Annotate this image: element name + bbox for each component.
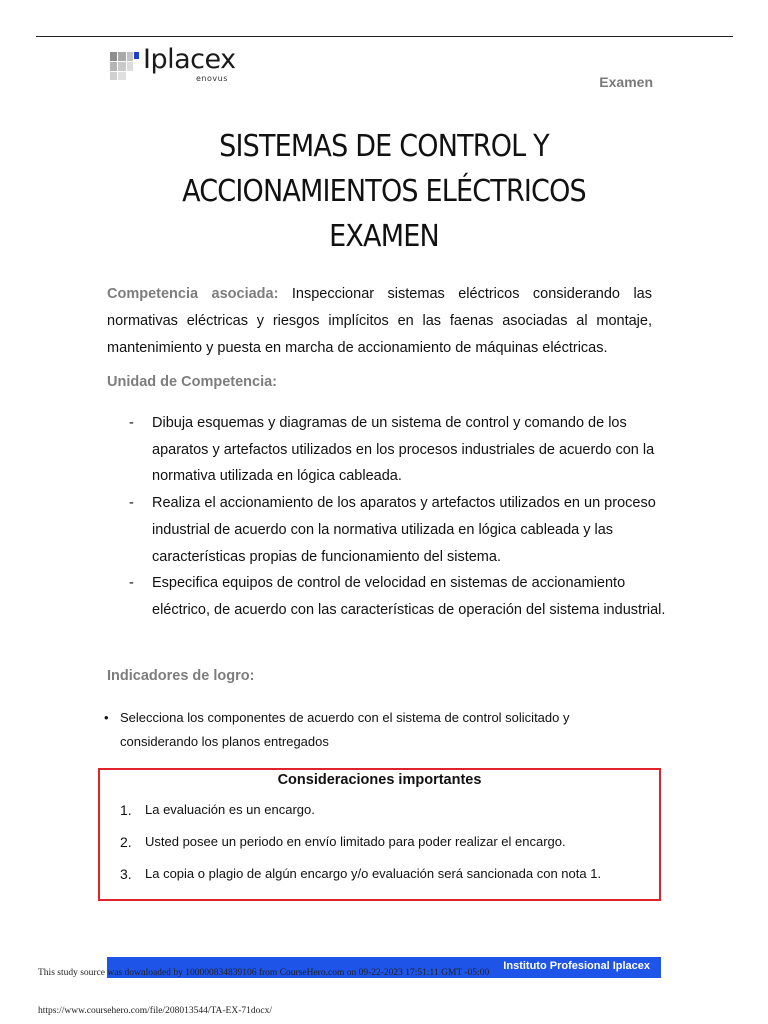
logo-subtext: enovus	[196, 74, 228, 83]
list-item	[107, 570, 667, 623]
unidad-list	[107, 410, 667, 624]
list-item-text: Selecciona los componentes de acuerdo con el sistema de control solicitado y considerando los planos entregados	[120, 710, 570, 749]
list-item-text: Especifica equipos de control de velocidad en sistemas de accionamiento eléctrico, de acuerdo con las características de operación del sistema industrial.	[152, 575, 666, 618]
consideraciones-box	[98, 768, 661, 901]
list-item	[120, 802, 650, 818]
unidad-label: Unidad de Competencia:	[107, 374, 277, 390]
title-line: SISTEMAS DE CONTROL Y	[219, 129, 549, 164]
list-item-text: Dibuja esquemas y diagramas de un sistema de control y comando de los aparatos y artefactos utilizados en los procesos industriales de acuerdo con la normativa utilizada en lógica cableada.	[152, 415, 655, 485]
list-item	[107, 490, 667, 570]
dash-icon: -	[129, 495, 134, 512]
dash-icon: -	[129, 575, 134, 592]
consideraciones-list	[120, 802, 650, 898]
header-exam-label: Examen	[599, 74, 653, 90]
list-item-text: La evaluación es un encargo.	[145, 802, 315, 817]
top-rule	[36, 36, 733, 37]
logo-mark-icon	[110, 50, 140, 80]
title-line: ACCIONAMIENTOS ELÉCTRICOS	[182, 174, 586, 209]
indicadores-list	[104, 706, 627, 753]
iplacex-logo	[110, 44, 250, 88]
competencia-label: Competencia asociada:	[107, 286, 279, 302]
title-line: EXAMEN	[329, 219, 439, 254]
item-number: 2.	[120, 834, 132, 850]
logo-text: Iplacex	[143, 44, 236, 75]
competencia-text: Inspeccionar sistemas eléctricos considerando las normativas eléctricas y riesgos implícitos en las faenas asociadas al montaje, mantenimiento y puesta en marcha de accionamiento de máquinas eléctricas.	[107, 286, 652, 356]
list-item	[107, 410, 667, 490]
item-number: 1.	[120, 802, 132, 818]
dash-icon: -	[129, 415, 134, 431]
list-item-text: Realiza el accionamiento de los aparatos y artefactos utilizados en un proceso industrial de acuerdo con la normativa utilizada en lógica cableada y las características propias de funcionamiento del sistema.	[152, 495, 656, 565]
download-watermark: This study source was downloaded by 100000834839106 from CourseHero.com on 09-22-2023 17:51:11 GMT -05:00	[38, 968, 490, 978]
list-item-text: La copia o plagio de algún encargo y/o evaluación será sancionada con nota 1.	[145, 866, 602, 881]
list-item	[120, 834, 650, 850]
indicadores-label: Indicadores de logro:	[107, 668, 255, 684]
source-url[interactable]: https://www.coursehero.com/file/208013544/TA-EX-71docx/	[38, 1006, 272, 1016]
footer-institute-name: Instituto Profesional Iplacex	[503, 960, 650, 972]
bullet-icon: •	[104, 710, 109, 725]
list-item	[120, 866, 650, 882]
document-title	[107, 124, 661, 259]
list-item-text: Usted posee un periodo en envío limitado para poder realizar el encargo.	[145, 834, 566, 849]
item-number: 3.	[120, 866, 132, 882]
consideraciones-title: Consideraciones importantes	[277, 772, 482, 788]
competencia-paragraph	[107, 281, 652, 362]
list-item	[104, 706, 627, 753]
